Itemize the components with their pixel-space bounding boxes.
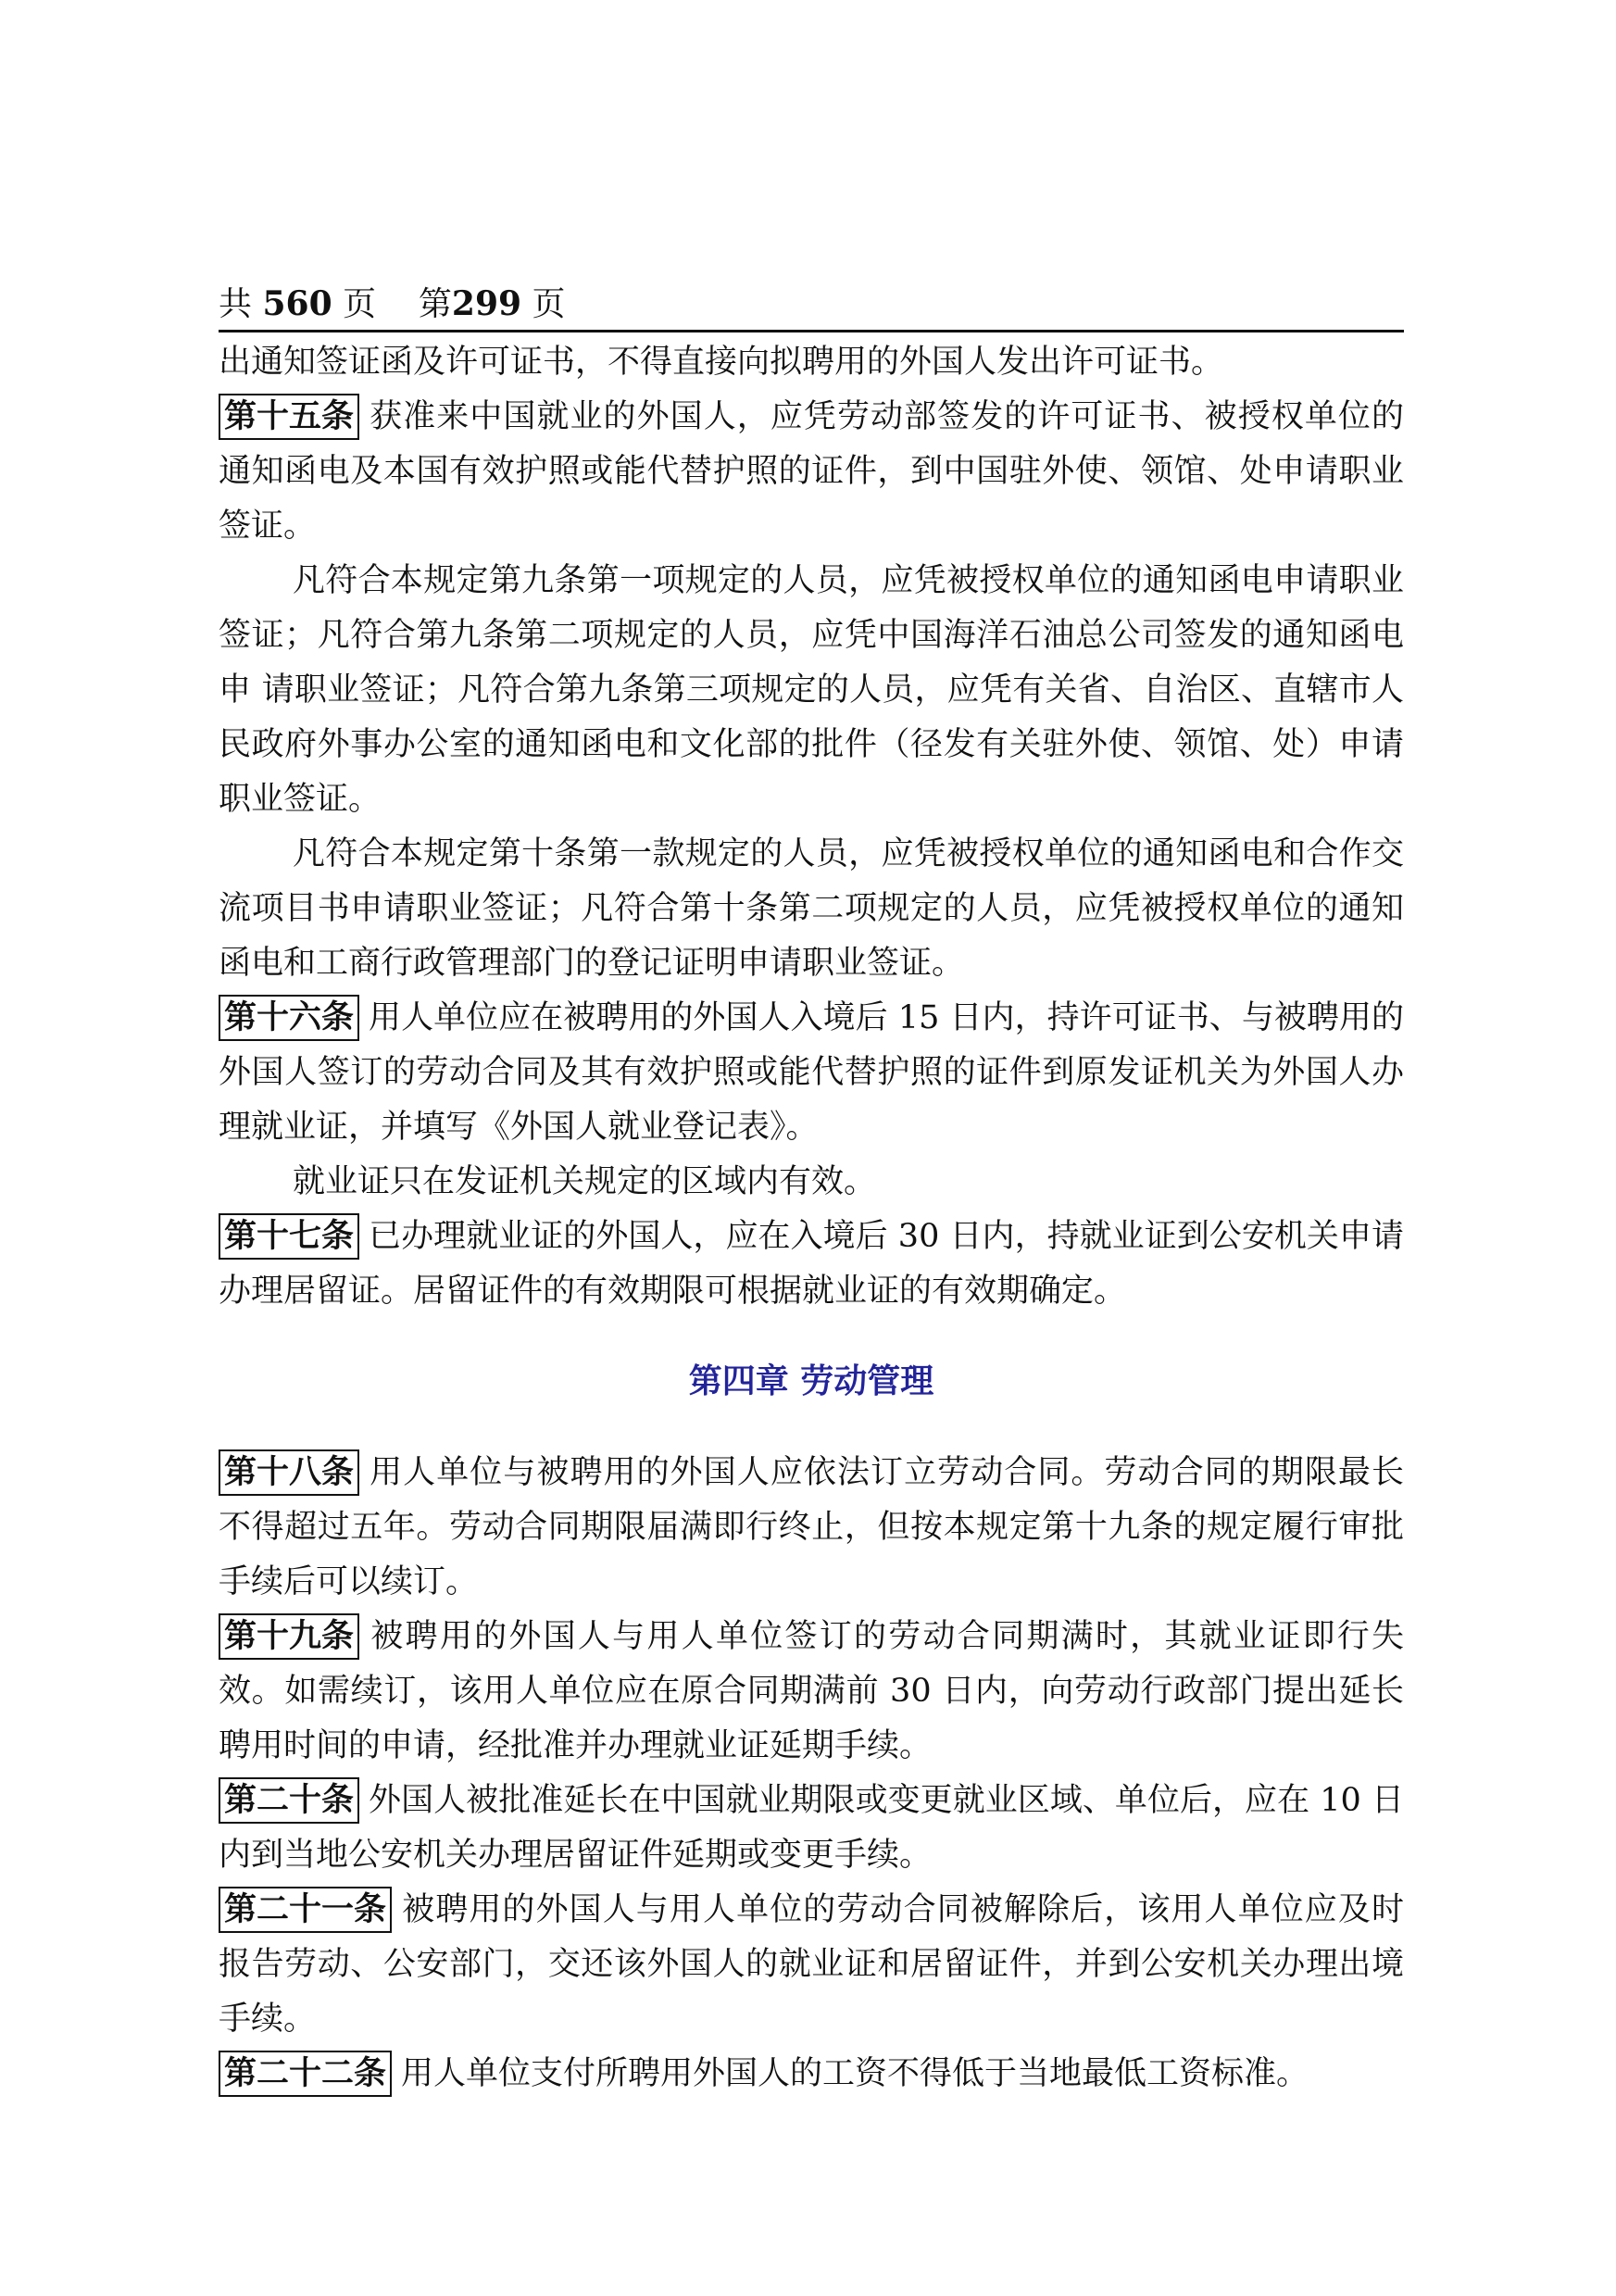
article-title: 第二十二条 (219, 2051, 392, 2097)
current-suffix: 页 (532, 285, 566, 323)
page-header (219, 278, 1404, 332)
article-19 (219, 1610, 1404, 1774)
article-16-paragraph-1: 就业证只在发证机关规定的区域内有效。 (293, 1163, 877, 1200)
article-18 (219, 1446, 1404, 1610)
article-text: 用人单位支付所聘用外国人的工资不得低于当地最低工资标准。 (401, 2055, 1309, 2092)
continued-paragraph: 出通知签证函及许可证书，不得直接向拟聘用的外国人发出许可证书。 (219, 344, 1224, 381)
article-text: 用人单位与被聘用的外国人应依法订立劳动合同。劳动合同的期限最长不得超过五年。劳动合同期限届满即行终止，但按本规定第十九条的规定履行审批手续后可以续订。 (219, 1454, 1404, 1600)
article-15-paragraph-2: 凡符合本规定第十条第一款规定的人员，应凭被授权单位的通知函电和合作交流项目书申请职业签证；凡符合第十条第二项规定的人员，应凭被授权单位的通知函电和工商行政管理部门的登记证明申请职业签证。 (219, 835, 1404, 982)
document-body (219, 335, 1404, 2102)
article-15-paragraph-1: 凡符合本规定第九条第一项规定的人员，应凭被授权单位的通知函电申请职业签证；凡符合第九条第二项规定的人员，应凭中国海洋石油总公司签发的通知函电申 请职业签证；凡符合第九条第三项规定的人员，应凭有关省、自治区、直辖市人民政府外事办公室的通知函电和文化部的批件（径发有关驻外使、领馆、处）申请 职业签证。 (219, 562, 1404, 818)
total-suffix: 页 (343, 285, 377, 323)
article-title: 第十六条 (219, 995, 359, 1041)
article-title: 第二十条 (219, 1777, 359, 1824)
article-text: 外国人被批准延长在中国就业期限或变更就业区域、单位后，应在 10 日内到当地公安机关办理居留证件延期或变更手续。 (219, 1782, 1404, 1874)
article-20 (219, 1774, 1404, 1883)
article-15 (219, 390, 1404, 554)
article-text: 获准来中国就业的外国人，应凭劳动部签发的许可证书、被授权单位的通知函电及本国有效护照或能代替护照的证件，到中国驻外使、领馆、处申请职业签证。 (219, 398, 1404, 545)
chapter-heading: 第四章 劳动管理 (688, 1361, 934, 1400)
article-text: 被聘用的外国人与用人单位的劳动合同被解除后，该用人单位应及时报告劳动、公安部门，交还该外国人的就业证和居留证件，并到公安机关办理出境手续。 (219, 1891, 1404, 2038)
total-prefix: 共 (219, 285, 253, 323)
article-21 (219, 1883, 1404, 2047)
article-title: 第十八条 (219, 1449, 359, 1496)
article-text: 用人单位应在被聘用的外国人入境后 15 日内，持许可证书、与被聘用的外国人签订的劳动合同及其有效护照或能代替护照的证件到原发证机关为外国人办理就业证，并填写《外国人就业登记表》。 (219, 999, 1404, 1146)
article-text: 被聘用的外国人与用人单位签订的劳动合同期满时，其就业证即行失效。如需续订，该用人单位应在原合同期满前 30 日内，向劳动行政部门提出延长聘用时间的申请，经批准并办理就业证延期手续。 (219, 1618, 1404, 1764)
article-17 (219, 1210, 1404, 1319)
article-title: 第十九条 (219, 1613, 359, 1660)
article-title: 第十七条 (219, 1213, 359, 1260)
article-title: 第十五条 (219, 394, 359, 440)
article-16 (219, 991, 1404, 1155)
current-page: 299 (451, 284, 522, 323)
total-pages: 560 (262, 284, 332, 323)
article-22 (219, 2047, 1404, 2102)
current-prefix: 第 (418, 285, 452, 323)
article-title: 第二十一条 (219, 1887, 392, 1933)
article-text: 已办理就业证的外国人，应在入境后 30 日内，持就业证到公安机关申请办理居留证。居留证件的有效期限可根据就业证的有效期确定。 (219, 1218, 1404, 1310)
